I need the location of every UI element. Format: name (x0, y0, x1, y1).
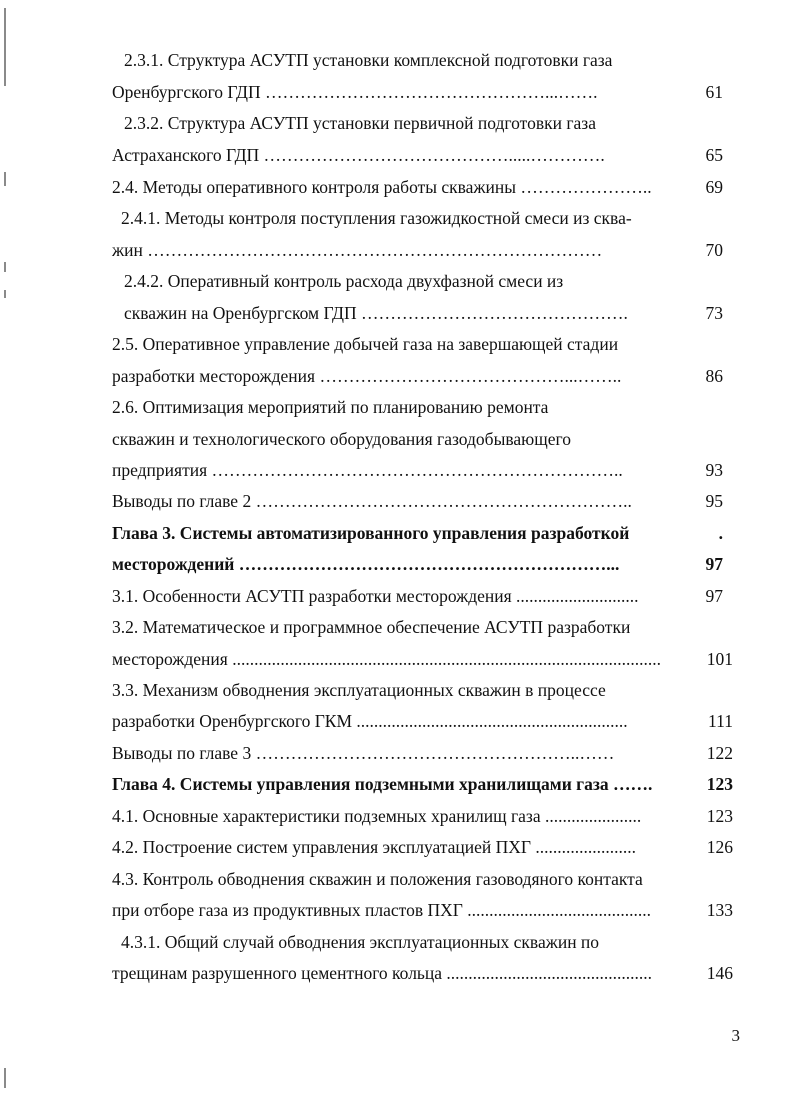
toc-entry-text: разработки месторождения ……………………………………...…….. (112, 366, 622, 386)
toc-entry-text: 3.1. Особенности АСУТП разработки месторождения ............................ (112, 586, 639, 606)
page-number: 3 (731, 1026, 740, 1045)
toc-page-number: 97 (705, 586, 723, 606)
toc-entry (0, 705, 794, 737)
toc-entry (0, 485, 794, 517)
toc-page-number: 123 (706, 806, 733, 826)
toc-entry (0, 107, 794, 139)
toc-entry-text: 4.3.1. Общий случай обводнения эксплуатационных скважин по (121, 932, 600, 952)
toc-entry (0, 139, 794, 171)
toc-page-number: 101 (706, 649, 733, 669)
toc-entry (0, 800, 794, 832)
toc-page-number: 93 (705, 460, 723, 480)
toc-entry-text: 4.2. Построение систем управления эксплуатацией ПХГ ....................... (112, 837, 637, 857)
toc-entry (0, 643, 794, 675)
toc-chapter-heading (0, 768, 794, 800)
toc-entry (0, 737, 794, 769)
toc-entry (0, 580, 794, 612)
toc-entry (0, 454, 794, 486)
toc-entry-text: Глава 3. Системы автоматизированного управления разработкой (112, 523, 630, 543)
toc-entry (0, 957, 794, 989)
toc-entry-text: жин …………………………………………………………………… (112, 240, 603, 260)
toc-entry (0, 423, 794, 455)
toc-page-number: 73 (705, 303, 723, 323)
toc-entry-text: Астраханского ГДП …………………………………….....…………. (112, 145, 605, 165)
toc-entry (0, 76, 794, 108)
toc-entry (0, 894, 794, 926)
toc-page-number: 122 (706, 743, 733, 763)
toc-entry (0, 863, 794, 895)
toc-chapter-heading (0, 548, 794, 580)
toc-entry-text: 2.3.1. Структура АСУТП установки комплексной подготовки газа (124, 50, 613, 70)
toc-entry-text: предприятия …………………………………………………………….. (112, 460, 623, 480)
toc-entry-text: при отборе газа из продуктивных пластов ПХГ .......................................... (112, 900, 651, 920)
toc-page-number: 95 (705, 491, 723, 511)
toc-entry-text: 2.6. Оптимизация мероприятий по планированию ремонта (112, 397, 549, 417)
toc-entry-text: скважин на Оренбургском ГДП ………………………………………. (124, 303, 628, 323)
toc-entry-text: 3.2. Математическое и программное обеспечение АСУТП разработки (112, 617, 631, 637)
toc-entry-text: 3.3. Механизм обводнения эксплуатационных скважин в процессе (112, 680, 606, 700)
toc-entry-text: скважин и технологического оборудования газодобывающего (112, 429, 571, 449)
toc-entry-text: разработки Оренбургского ГКМ .............................................................. (112, 711, 628, 731)
toc-page-number: 65 (705, 145, 723, 165)
toc-entry-text: трещинам разрушенного цементного кольца ............................................... (112, 963, 653, 983)
toc-page-number: 61 (705, 82, 723, 102)
toc-entry-text: месторождений ………………………………………………………... (112, 554, 620, 574)
toc-entry-text: 2.3.2. Структура АСУТП установки первичной подготовки газа (124, 113, 596, 133)
toc-entry (0, 171, 794, 203)
toc-entry (0, 328, 794, 360)
toc-entry (0, 611, 794, 643)
toc-page-number: 146 (706, 963, 733, 983)
toc-entry (0, 391, 794, 423)
toc-page-number: . (718, 523, 723, 543)
toc-entry-text: 4.1. Основные характеристики подземных хранилищ газа ...................... (112, 806, 642, 826)
toc-entry-text: Выводы по главе 2 ……………………………………………………….. (112, 491, 632, 511)
toc-entry-text: Оренбургского ГДП …………………………………………...……. (112, 82, 598, 102)
toc-page-number: 97 (705, 554, 723, 574)
toc-chapter-heading (0, 517, 794, 549)
toc-page-number: 69 (705, 177, 723, 197)
toc-entry (0, 234, 794, 266)
toc-page-number: 70 (705, 240, 723, 260)
toc-entry (0, 831, 794, 863)
toc-entry-text: 2.4.1. Методы контроля поступления газожидкостной смеси из сква- (121, 208, 632, 228)
toc-page-number: 126 (706, 837, 733, 857)
toc-entry-text: 2.4. Методы оперативного контроля работы скважины ………………….. (112, 177, 652, 197)
scan-edge-mark (4, 1068, 6, 1088)
toc-entry-text: 2.4.2. Оперативный контроль расхода двухфазной смеси из (124, 271, 564, 291)
toc-entry (0, 926, 794, 958)
toc-entry-text: Глава 4. Системы управления подземными хранилищами газа ……. (112, 774, 653, 794)
toc-entry-text: 4.3. Контроль обводнения скважин и положения газоводяного контакта (112, 869, 643, 889)
toc-entry-text: месторождения .................................................................................................. (112, 649, 661, 669)
toc-page-number: 111 (708, 711, 733, 731)
toc-page-number: 86 (705, 366, 723, 386)
toc-page-number: 123 (706, 774, 733, 794)
toc-page-number: 133 (706, 900, 733, 920)
toc-entry (0, 674, 794, 706)
toc-entry (0, 202, 794, 234)
toc-entry (0, 297, 794, 329)
toc-entry-text: Выводы по главе 3 ………………………………………………..…… (112, 743, 615, 763)
toc-entry-text: 2.5. Оперативное управление добычей газа на завершающей стадии (112, 334, 619, 354)
toc-entry (0, 44, 794, 76)
toc-entry (0, 265, 794, 297)
toc-entry (0, 360, 794, 392)
